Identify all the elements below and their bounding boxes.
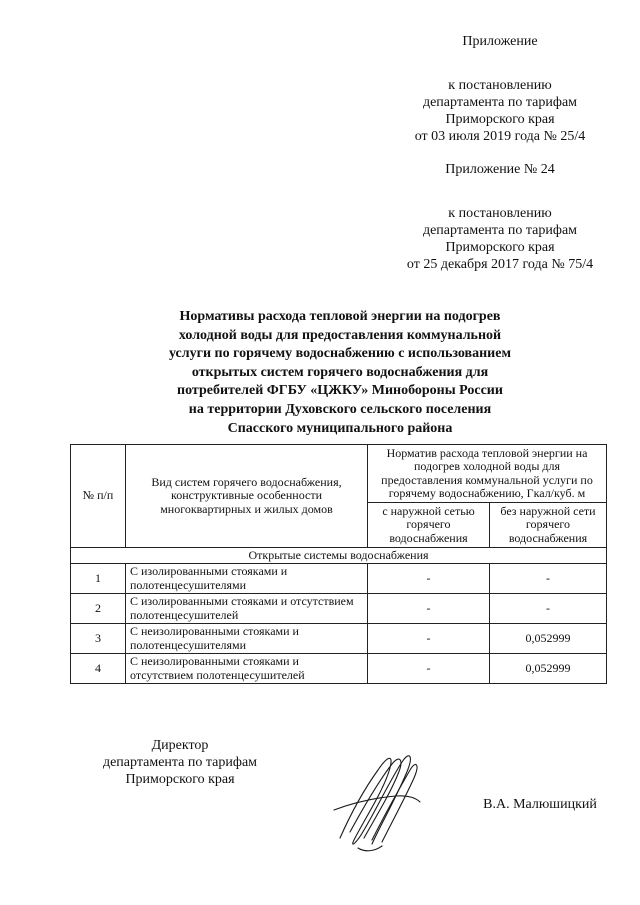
table-row xyxy=(71,654,607,684)
title-line: холодной воды для предоставления коммунальной xyxy=(178,327,502,343)
row-with-network: - xyxy=(368,594,490,624)
position-line: Директор xyxy=(151,738,209,753)
header-system-type: Вид систем горячего водоснабжения, конструктивные особенности многоквартирных и жилых домов xyxy=(126,445,368,548)
row-without-network: 0,052999 xyxy=(490,654,607,684)
position-line: Приморского края xyxy=(125,772,235,787)
appendix-label: Приложение xyxy=(462,34,538,49)
header-number: № п/п xyxy=(71,445,126,548)
title-line: Спасского муниципального района xyxy=(227,420,453,436)
section-heading: Открытые системы водоснабжения xyxy=(71,548,607,564)
row-without-network: 0,052999 xyxy=(490,624,607,654)
row-description: С неизолированными стояками и полотенцесушителями xyxy=(126,624,368,654)
row-number: 2 xyxy=(71,594,126,624)
appendix-ref-line: Приморского края xyxy=(445,112,555,127)
row-number: 4 xyxy=(71,654,126,684)
signatory-name: В.А. Малюшицкий xyxy=(483,797,597,812)
position-line: департамента по тарифам xyxy=(102,755,258,770)
signatory-position xyxy=(70,737,290,788)
table-row xyxy=(71,564,607,594)
title-line: услуги по горячему водоснабжению с использованием xyxy=(168,346,511,362)
appendix-24-label: Приложение № 24 xyxy=(445,162,555,177)
row-number: 1 xyxy=(71,564,126,594)
row-with-network: - xyxy=(368,624,490,654)
row-without-network: - xyxy=(490,564,607,594)
norms-table xyxy=(70,444,607,684)
title-line: Нормативы расхода тепловой энергии на подогрев xyxy=(179,309,501,324)
document-title xyxy=(120,308,560,438)
row-number: 3 xyxy=(71,624,126,654)
header-norm: Норматив расхода тепловой энергии на подогрев холодной воды для предоставления коммунальной услуги по горячему водоснабжению, Гкал/куб. м xyxy=(368,445,607,503)
appendix-ref-line: к постановлению xyxy=(448,78,552,93)
appendix-24-ref-line: к постановлению xyxy=(448,206,552,221)
appendix-ref-line: департамента по тарифам xyxy=(422,95,578,110)
title-line: потребителей ФГБУ «ЦЖКУ» Минобороны России xyxy=(177,383,503,399)
appendix-ref xyxy=(390,77,610,145)
appendix-24-ref-line: от 25 декабря 2017 года № 75/4 xyxy=(406,257,594,272)
row-description: С изолированными стояками и полотенцесушителями xyxy=(126,564,368,594)
row-with-network: - xyxy=(368,654,490,684)
row-without-network: - xyxy=(490,594,607,624)
row-description: С неизолированными стояками и отсутствием полотенцесушителей xyxy=(126,654,368,684)
appendix-24-ref-line: Приморского края xyxy=(445,240,555,255)
table-row xyxy=(71,624,607,654)
header-with-network: с наружной сетью горячего водоснабжения xyxy=(368,503,490,548)
title-line: на территории Духовского сельского поселения xyxy=(188,401,492,417)
title-line: открытых систем горячего водоснабжения для xyxy=(191,364,489,380)
appendix-24-ref-line: департамента по тарифам xyxy=(422,223,578,238)
table-row xyxy=(71,594,607,624)
header-without-network: без наружной сети горячего водоснабжения xyxy=(490,503,607,548)
handwritten-signature xyxy=(320,740,430,860)
row-with-network: - xyxy=(368,564,490,594)
row-description: С изолированными стояками и отсутствием полотенцесушителей xyxy=(126,594,368,624)
appendix-ref-line: от 03 июля 2019 года № 25/4 xyxy=(414,129,586,144)
appendix-24-ref xyxy=(380,205,620,273)
